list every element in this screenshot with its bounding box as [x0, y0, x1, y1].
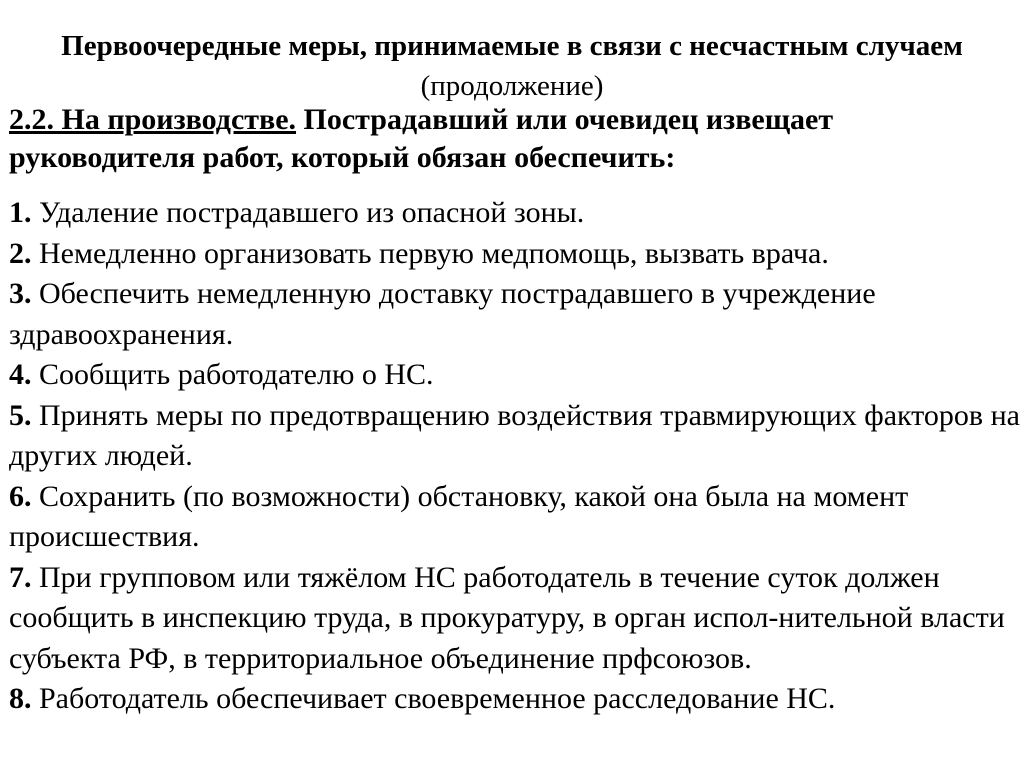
item-number: 7. [9, 560, 32, 594]
list-item [9, 558, 1021, 680]
section-heading: 2.2. На производстве. [9, 103, 297, 136]
section-intro [9, 101, 1019, 177]
item-number: 2. [9, 236, 32, 270]
section-intro-text: Пострадавший или очевидец извещает руководителя работ, который обязан обеспечить: [9, 103, 834, 174]
item-number: 1. [9, 196, 32, 229]
slide-title [0, 26, 1024, 106]
list-item [9, 193, 1021, 234]
item-number: 6. [9, 479, 32, 513]
item-text: Обеспечить немедленную доставку пострадавшего в учреждение здравоохранения. [9, 277, 876, 351]
list-item [9, 234, 1021, 275]
item-text: Удаление пострадавшего из опасной зоны. [39, 196, 585, 229]
item-text: Сохранить (по возможности) обстановку, какой она была на момент происшествия. [9, 479, 909, 553]
item-number: 3. [9, 277, 32, 310]
list-item [9, 679, 1021, 720]
list-item [9, 274, 1021, 355]
slide-title-suffix: (продолжение) [420, 70, 604, 102]
slide-title-main: Первоочередные меры, принимаемые в связи с несчастным случаем [61, 30, 963, 62]
item-number: 4. [9, 358, 32, 391]
list-item [9, 477, 1021, 558]
item-text: Принять меры по предотвращению воздействия травмирующих факторов на других людей. [9, 398, 1020, 472]
measures-list [9, 193, 1021, 720]
item-number: 5. [9, 398, 32, 432]
item-text: Немедленно организовать первую медпомощь, вызвать врача. [39, 236, 829, 270]
item-number: 8. [9, 682, 32, 715]
item-text: Работодатель обеспечивает своевременное расследование НС. [39, 682, 836, 715]
item-text: Сообщить работодателю о НС. [39, 358, 434, 391]
list-item [9, 355, 1021, 396]
item-text: При групповом или тяжёлом НС работодатель в течение суток должен сообщить в инспекцию труда, в прокуратуру, в орган испол-нительной власти субъекта РФ, в территориальное объединение прфсоюзов. [9, 560, 1005, 675]
list-item [9, 396, 1021, 477]
